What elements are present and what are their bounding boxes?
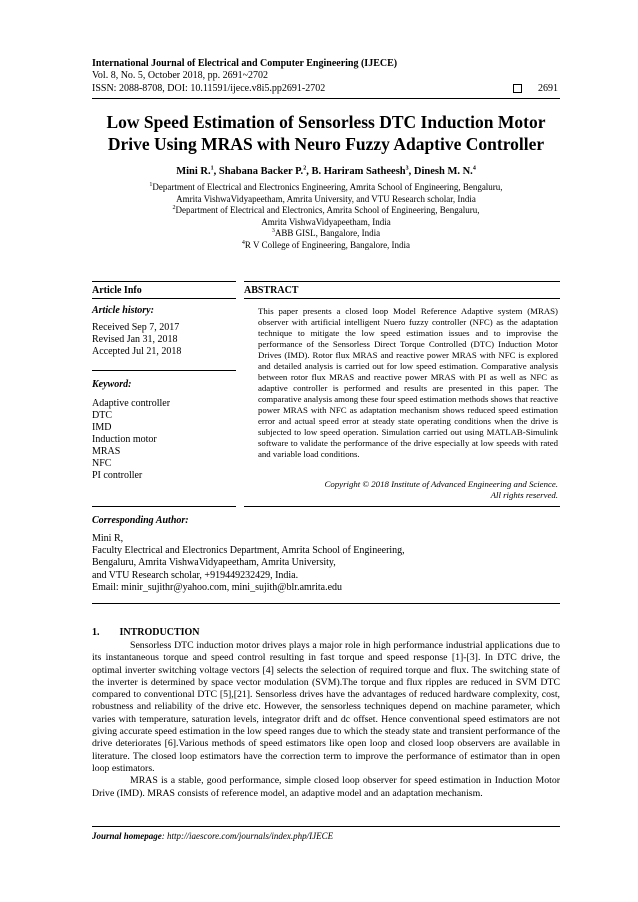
- title-line-2: Drive Using MRAS with Neuro Fuzzy Adaptive Controller: [107, 134, 545, 154]
- author-3: , B. Hariram Satheesh: [306, 166, 406, 177]
- info-heading-rule: [92, 298, 236, 299]
- abstract-heading-rule: [244, 298, 560, 299]
- homepage-label: Journal homepage: [92, 831, 162, 841]
- abstract-bottom-rule: [244, 506, 560, 507]
- square-icon: [513, 84, 522, 93]
- affil-4-sup: 4: [241, 239, 245, 246]
- author-4-sup: 4: [472, 165, 476, 172]
- accepted-date: Accepted Jul 21, 2018: [92, 346, 182, 357]
- affil-2b: Amrita VishwaVidyapeetham, India: [261, 216, 391, 227]
- keyword-item: DTC: [92, 410, 112, 421]
- homepage-url[interactable]: : http://iaescore.com/journals/index.php/IJECE: [161, 831, 334, 841]
- copyright-line-2: All rights reserved.: [490, 490, 558, 500]
- corresponding-line-1: Faculty Electrical and Electronics Department, Amrita School of Engineering,: [92, 545, 405, 557]
- page-number-block: [513, 83, 558, 94]
- keyword-item: NFC: [92, 458, 112, 469]
- affil-1: Department of Electrical and Electronics Engineering, Amrita School of Engineering, Bengaluru,: [152, 182, 503, 192]
- history-rule: [92, 370, 236, 371]
- info-top-rule: [92, 281, 236, 282]
- corresponding-rule: [92, 603, 560, 604]
- affil-1-sup: 1: [149, 182, 153, 188]
- journal-volume: Vol. 8, No. 5, October 2018, pp. 2691~2702: [92, 70, 269, 81]
- footer-rule: [92, 826, 560, 827]
- keyword-item: Induction motor: [92, 434, 157, 445]
- received-date: Received Sep 7, 2017: [92, 322, 180, 333]
- keyword-item: PI controller: [92, 470, 143, 481]
- section-title: INTRODUCTION: [119, 627, 200, 638]
- journal-homepage: [92, 831, 333, 841]
- page-number: 2691: [538, 83, 558, 94]
- affil-3-sup: 3: [271, 228, 275, 234]
- history-dates: [92, 322, 181, 358]
- keyword-item: IMD: [92, 422, 112, 433]
- keyword-list: [92, 398, 170, 482]
- affil-1b: Amrita VishwaVidyapeetham, Amrita University, and VTU Research scholar, India: [176, 193, 476, 204]
- journal-issn: ISSN: 2088-8708, DOI: 10.11591/ijece.v8i5.pp2691-2702: [92, 83, 326, 94]
- corresponding-label: Corresponding Author:: [92, 515, 189, 526]
- keyword-label: Keyword:: [92, 379, 132, 390]
- corresponding-name: Mini R,: [92, 533, 124, 544]
- affiliations: [92, 182, 560, 251]
- keyword-item: MRAS: [92, 446, 121, 457]
- copyright-line-1: Copyright © 2018 Institute of Advanced Engineering and Science.: [324, 479, 558, 489]
- paper-title: [92, 111, 560, 155]
- intro-body: [92, 640, 560, 800]
- abstract-top-rule: [244, 281, 560, 282]
- journal-name: International Journal of Electrical and Computer Engineering (IJECE): [92, 58, 398, 69]
- author-2: , Shabana Backer P.: [213, 166, 304, 177]
- author-2-sup: 2: [303, 165, 307, 172]
- abstract-heading: ABSTRACT: [244, 285, 299, 296]
- author-list: [92, 166, 560, 177]
- section-heading: [92, 627, 200, 638]
- corresponding-line-2: Bengaluru, Amrita VishwaVidyapeetham, Amrita University,: [92, 557, 336, 569]
- corresponding-line-3: and VTU Research scholar, +919449232429, India.: [92, 569, 299, 581]
- revised-date: Revised Jan 31, 2018: [92, 334, 178, 345]
- intro-paragraph-2: MRAS is a stable, good performance, simple closed loop observer for speed estimation in Induction Motor Drive (IMD). MRAS consists of reference model, an adaptive model and an adaptation mechanism.: [92, 775, 560, 799]
- copyright: [325, 479, 558, 501]
- author-4: , Dinesh M. N.: [408, 166, 473, 177]
- affil-2-sup: 2: [172, 205, 176, 211]
- section-number: 1.: [92, 627, 100, 638]
- affil-3: ABB GISL, Bangalore, India: [274, 228, 381, 238]
- intro-paragraph-1: Sensorless DTC induction motor drives plays a major role in high performance industrial applications due to its instantaneous torque and speed control resulting in fast torque and speed response [1]-[3]. In DTC drive, the optimal inverter switching voltage vectors [4] selects the selection of required torque and flux. The switching state of the inverter is determined by space vector modulation (SVM).The torque and flux ripples are reduced in SVM DTC compared to conventional DTC [5],[21]. Sensorless drives have the advantages of reduced hardware complexity, cost, robustness and reliability of the drive etc. However, the sensorless techniques depend on machine parameter, which varies with temperature, saturation levels, integrator drift and dc offset. Hence conventional speed estimators are not giving accurate speed estimation in the low speed ranges due to which the steady state and transient performance of the drive deteriorates [6].Various methods of speed estimators like open loop and closed loop observers are available in literature. The closed loop estimators have the correction term to improve the performance of estimator than in open loop estimators.: [92, 640, 560, 774]
- article-info-heading: Article Info: [92, 285, 142, 296]
- title-line-1: Low Speed Estimation of Sensorless DTC Induction Motor: [106, 112, 546, 132]
- abstract-text: This paper presents a closed loop Model Reference Adaptive system (MRAS) observer with artificial intelligent Nuero fuzzy controller (NFC) as the adaptation technique to mitigate the low speed estimation issues and to improvise the performance of the Sensorless Direct Torque Controlled (DTC) Induction Motor Drives (IMD). Rotor flux MRAS and reactive power MRAS with NFC is explored and detailed analysis is carried out for low speed estimation. Comparative analysis between rotor flux MRAS and reactive power MRAS with PI as well as NFC as adaptive controller is performed and results are presented in this paper. The comparative analysis among these four speed estimation methods shows that reactive power MRAS with NFC as adaptation mechanism shows reduced speed estimation error and actual speed error at steady state operating conditions when the drive is subjected to low speed operation. Simulation carried out using MATLAB-Simulink software to validate the performance of the drive especially at low speeds with rated and variable load conditions.: [258, 306, 558, 459]
- author-3-sup: 3: [405, 165, 409, 172]
- author-1-sup: 1: [210, 165, 214, 172]
- info-bottom-rule: [92, 506, 236, 507]
- affil-2: Department of Electrical and Electronics, Amrita School of Engineering, Bengaluru,: [175, 205, 480, 215]
- corresponding-email: Email: minir_sujithr@yahoo.com, mini_sujith@blr.amrita.edu: [92, 581, 343, 593]
- affil-4: R V College of Engineering, Bangalore, India: [244, 239, 411, 250]
- header-rule: [92, 98, 560, 99]
- author-1: Mini R.: [176, 166, 211, 177]
- keyword-item: Adaptive controller: [92, 398, 171, 409]
- corresponding-details: [92, 533, 405, 594]
- history-label: Article history:: [92, 305, 154, 316]
